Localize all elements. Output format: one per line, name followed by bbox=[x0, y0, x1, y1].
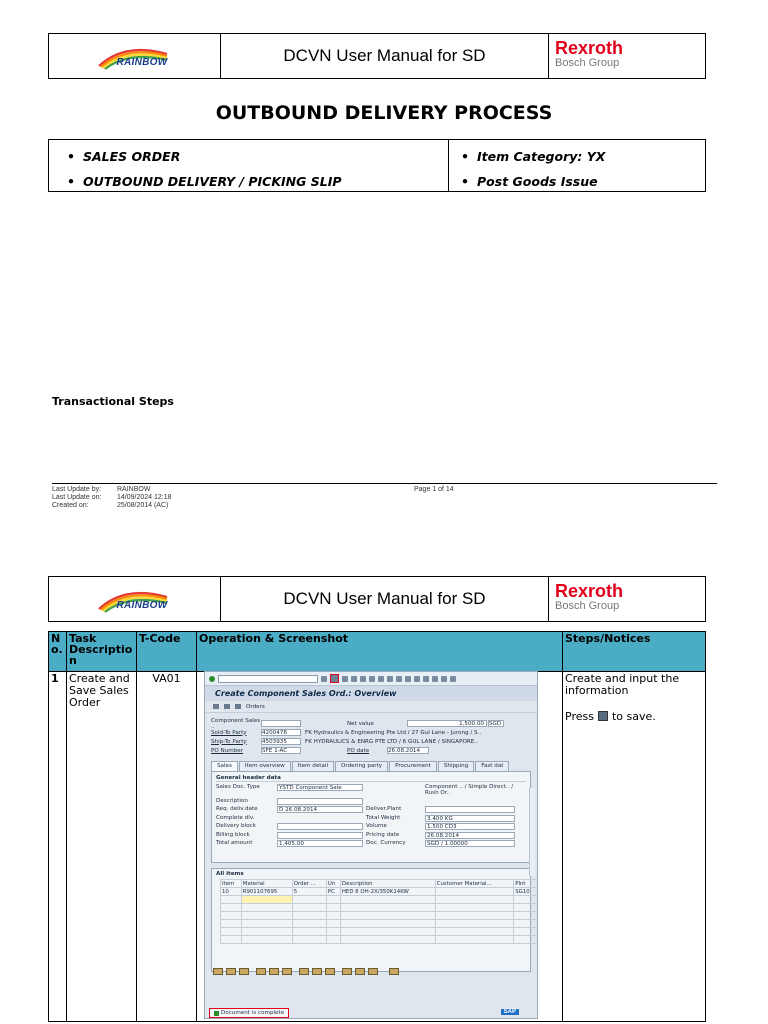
component-sales-input[interactable] bbox=[261, 720, 301, 727]
grid-field[interactable] bbox=[425, 806, 515, 813]
table-row[interactable] bbox=[221, 936, 538, 944]
table-row[interactable] bbox=[221, 912, 538, 920]
tab-item-overview[interactable]: Item overview bbox=[239, 761, 291, 771]
header-icon[interactable] bbox=[224, 704, 230, 709]
logo-text: RAINBOW bbox=[116, 600, 168, 611]
success-icon bbox=[214, 1011, 219, 1016]
tab-item-detail[interactable]: Item detail bbox=[292, 761, 334, 771]
page-title: OUTBOUND DELIVERY PROCESS bbox=[215, 102, 553, 124]
item-button-icon[interactable] bbox=[256, 968, 266, 975]
col-header-no: N o. bbox=[49, 632, 67, 672]
item-button-icon[interactable] bbox=[389, 968, 399, 975]
shortcut-icon[interactable] bbox=[432, 676, 438, 682]
general-header-panel bbox=[211, 771, 531, 863]
net-value-field: 1,500.00 bbox=[407, 720, 487, 727]
save-icon[interactable] bbox=[330, 674, 339, 683]
brand-group: Bosch Group bbox=[555, 600, 620, 612]
all-items-panel bbox=[211, 868, 531, 972]
rexroth-logo bbox=[549, 34, 705, 78]
page-header bbox=[48, 33, 706, 79]
item-button-icon[interactable] bbox=[368, 968, 378, 975]
notice-text: Create and input the information bbox=[565, 672, 680, 697]
item-button-icon[interactable] bbox=[213, 968, 223, 975]
field-row: Ship-To Party 4503935 FK HYDRAULICS & ENRG PTE LTD / 6 GUL LANE / SINGAPORE.. bbox=[211, 738, 478, 745]
save-icon bbox=[598, 711, 608, 721]
enter-icon[interactable] bbox=[209, 676, 215, 682]
item-button-icon[interactable] bbox=[269, 968, 279, 975]
field-row: Component Sales .. Net value 1,500.00 SGD bbox=[211, 719, 531, 728]
grid-field[interactable] bbox=[277, 832, 363, 839]
tab-sales[interactable]: Sales bbox=[211, 761, 238, 771]
rainbow-logo bbox=[49, 577, 221, 621]
po-number-input[interactable]: SFE 1-AC bbox=[261, 747, 301, 754]
panel-title: All items bbox=[216, 871, 244, 877]
list-item: • Post Goods Issue bbox=[461, 174, 598, 189]
sold-to-input[interactable]: 4200478 bbox=[261, 729, 301, 736]
rainbow-logo bbox=[49, 34, 221, 78]
orders-icon[interactable] bbox=[235, 704, 241, 709]
task-description: Create and Save Sales Order bbox=[67, 672, 137, 1022]
item-button-icon[interactable] bbox=[239, 968, 249, 975]
sap-screenshot bbox=[204, 671, 538, 1019]
logo-text: RAINBOW bbox=[116, 57, 168, 68]
grid-field[interactable]: YSTD Component Sale bbox=[277, 784, 363, 791]
manual-title: DCVN User Manual for SD bbox=[221, 577, 549, 621]
col-header-operation: Operation & Screenshot bbox=[197, 632, 563, 672]
page-number: Page 1 of 14 bbox=[414, 486, 454, 493]
scrollbar[interactable] bbox=[529, 788, 535, 876]
next-page-icon[interactable] bbox=[405, 676, 411, 682]
command-field[interactable] bbox=[218, 675, 318, 683]
item-button-icon[interactable] bbox=[312, 968, 322, 975]
sap-app-toolbar bbox=[205, 701, 537, 713]
tcode: VA01 bbox=[137, 672, 197, 1022]
item-button-icon[interactable] bbox=[299, 968, 309, 975]
notice-press-line: Press to save. bbox=[565, 710, 656, 723]
currency-field: SGD bbox=[488, 720, 504, 727]
find-icon[interactable] bbox=[369, 676, 375, 682]
grid-field[interactable] bbox=[277, 798, 363, 805]
new-session-icon[interactable] bbox=[423, 676, 429, 682]
back-icon[interactable] bbox=[321, 676, 327, 682]
step-number: 1 bbox=[49, 672, 67, 1022]
item-button-icon[interactable] bbox=[355, 968, 365, 975]
table-row[interactable] bbox=[221, 904, 538, 912]
table-row[interactable] bbox=[221, 920, 538, 928]
sap-system-toolbar bbox=[205, 672, 537, 686]
summary-right bbox=[449, 140, 705, 191]
grid-field: 1,405.00 bbox=[277, 840, 363, 847]
item-button-icon[interactable] bbox=[282, 968, 292, 975]
list-item: • SALES ORDER bbox=[67, 149, 181, 164]
list-item: • OUTBOUND DELIVERY / PICKING SLIP bbox=[67, 174, 342, 189]
first-page-icon[interactable] bbox=[387, 676, 393, 682]
page-header bbox=[48, 576, 706, 622]
cancel-icon[interactable] bbox=[351, 676, 357, 682]
rexroth-logo bbox=[549, 577, 705, 621]
table-row[interactable] bbox=[221, 896, 538, 904]
grid-field[interactable]: D 26.08.2014 bbox=[277, 806, 363, 813]
item-button-icon[interactable] bbox=[342, 968, 352, 975]
section-heading: Transactional Steps bbox=[52, 395, 174, 408]
find-next-icon[interactable] bbox=[378, 676, 384, 682]
sap-screen-title: Create Component Sales Ord.: Overview bbox=[205, 686, 537, 701]
orders-button[interactable]: Orders bbox=[246, 703, 265, 710]
tab-shipping[interactable]: Shipping bbox=[438, 761, 474, 771]
sap-header-fields bbox=[205, 713, 537, 755]
grid-field[interactable]: 26.08.2014 bbox=[425, 832, 515, 839]
steps-notices bbox=[563, 672, 706, 1022]
sap-logo: SAP bbox=[501, 1009, 519, 1015]
exit-icon[interactable] bbox=[342, 676, 348, 682]
list-item: • Item Category: YX bbox=[461, 149, 606, 164]
item-button-icon[interactable] bbox=[325, 968, 335, 975]
col-header-tcode: T-Code bbox=[137, 632, 197, 672]
grid-field: 1.500 CD3 bbox=[425, 823, 515, 830]
tab-fast-data[interactable]: Fast dat bbox=[475, 761, 509, 771]
item-function-buttons bbox=[213, 968, 399, 975]
tab-ordering-party[interactable]: Ordering party bbox=[335, 761, 388, 771]
table-row[interactable]: 10 R901107695 5 PC HED 8 OH-2X/350K14KW SG10 bbox=[221, 888, 538, 896]
items-table: Item Material Order ... Un Description Customer Material... Plnt 10 R901107695 5 PC HED 8 OH-2X/350K14KW SG10 bbox=[220, 879, 538, 944]
header-grid: Sales Doc. Type YSTD Component Sale Component .. / Simple Direct.. / Rush Or.. Description Req. deliv.date D 26.08.2014 Deliver.Plant Complete dlv. Total Weight 3.400 KG Delivery block Volume 1.500 CD3 Billing block Pricing date 26.08.2014 Total amount 1,405.00 Doc. Currency SGD / 1.00000 bbox=[216, 784, 514, 847]
brand-name: Rexroth bbox=[555, 38, 624, 58]
help-icon[interactable] bbox=[441, 676, 447, 682]
status-bar-message: Document is complete bbox=[209, 1008, 289, 1018]
display-doc-icon[interactable] bbox=[213, 704, 219, 709]
print-icon[interactable] bbox=[360, 676, 366, 682]
ship-to-input[interactable]: 4503935 bbox=[261, 738, 301, 745]
process-summary bbox=[48, 139, 706, 192]
tab-procurement[interactable]: Procurement bbox=[389, 761, 437, 771]
item-button-icon[interactable] bbox=[226, 968, 236, 975]
summary-left bbox=[49, 140, 449, 191]
col-header-notices: Steps/Notices bbox=[563, 632, 706, 672]
field-row: Sold-To Party 4200478 FK Hydraulics & Engineering Pte Ltd / 27 Gul Lane - Jurong / S.. bbox=[211, 729, 482, 736]
sap-tabstrip bbox=[211, 761, 531, 771]
field-row: PO Number SFE 1-AC PO date 26.08.2014 bbox=[211, 746, 531, 755]
grid-field: 3.400 KG bbox=[425, 815, 515, 822]
layout-icon[interactable] bbox=[450, 676, 456, 682]
page-footer bbox=[52, 483, 717, 509]
brand-group: Bosch Group bbox=[555, 57, 620, 69]
grid-field[interactable]: SGD / 1.00000 bbox=[425, 840, 515, 847]
manual-title: DCVN User Manual for SD bbox=[221, 34, 549, 78]
po-date-input[interactable]: 26.08.2014 bbox=[387, 747, 429, 754]
last-page-icon[interactable] bbox=[414, 676, 420, 682]
brand-name: Rexroth bbox=[555, 581, 624, 601]
grid-field[interactable] bbox=[277, 823, 363, 830]
panel-title: General header data bbox=[216, 775, 526, 782]
table-row[interactable] bbox=[221, 928, 538, 936]
col-header-task: Task Descriptio n bbox=[67, 632, 137, 672]
footer-meta: Last Update by: RAINBOW Last Update on: 14/09/2024 12:18 Created on: 25/08/2014 (AC) bbox=[52, 486, 172, 509]
prev-page-icon[interactable] bbox=[396, 676, 402, 682]
